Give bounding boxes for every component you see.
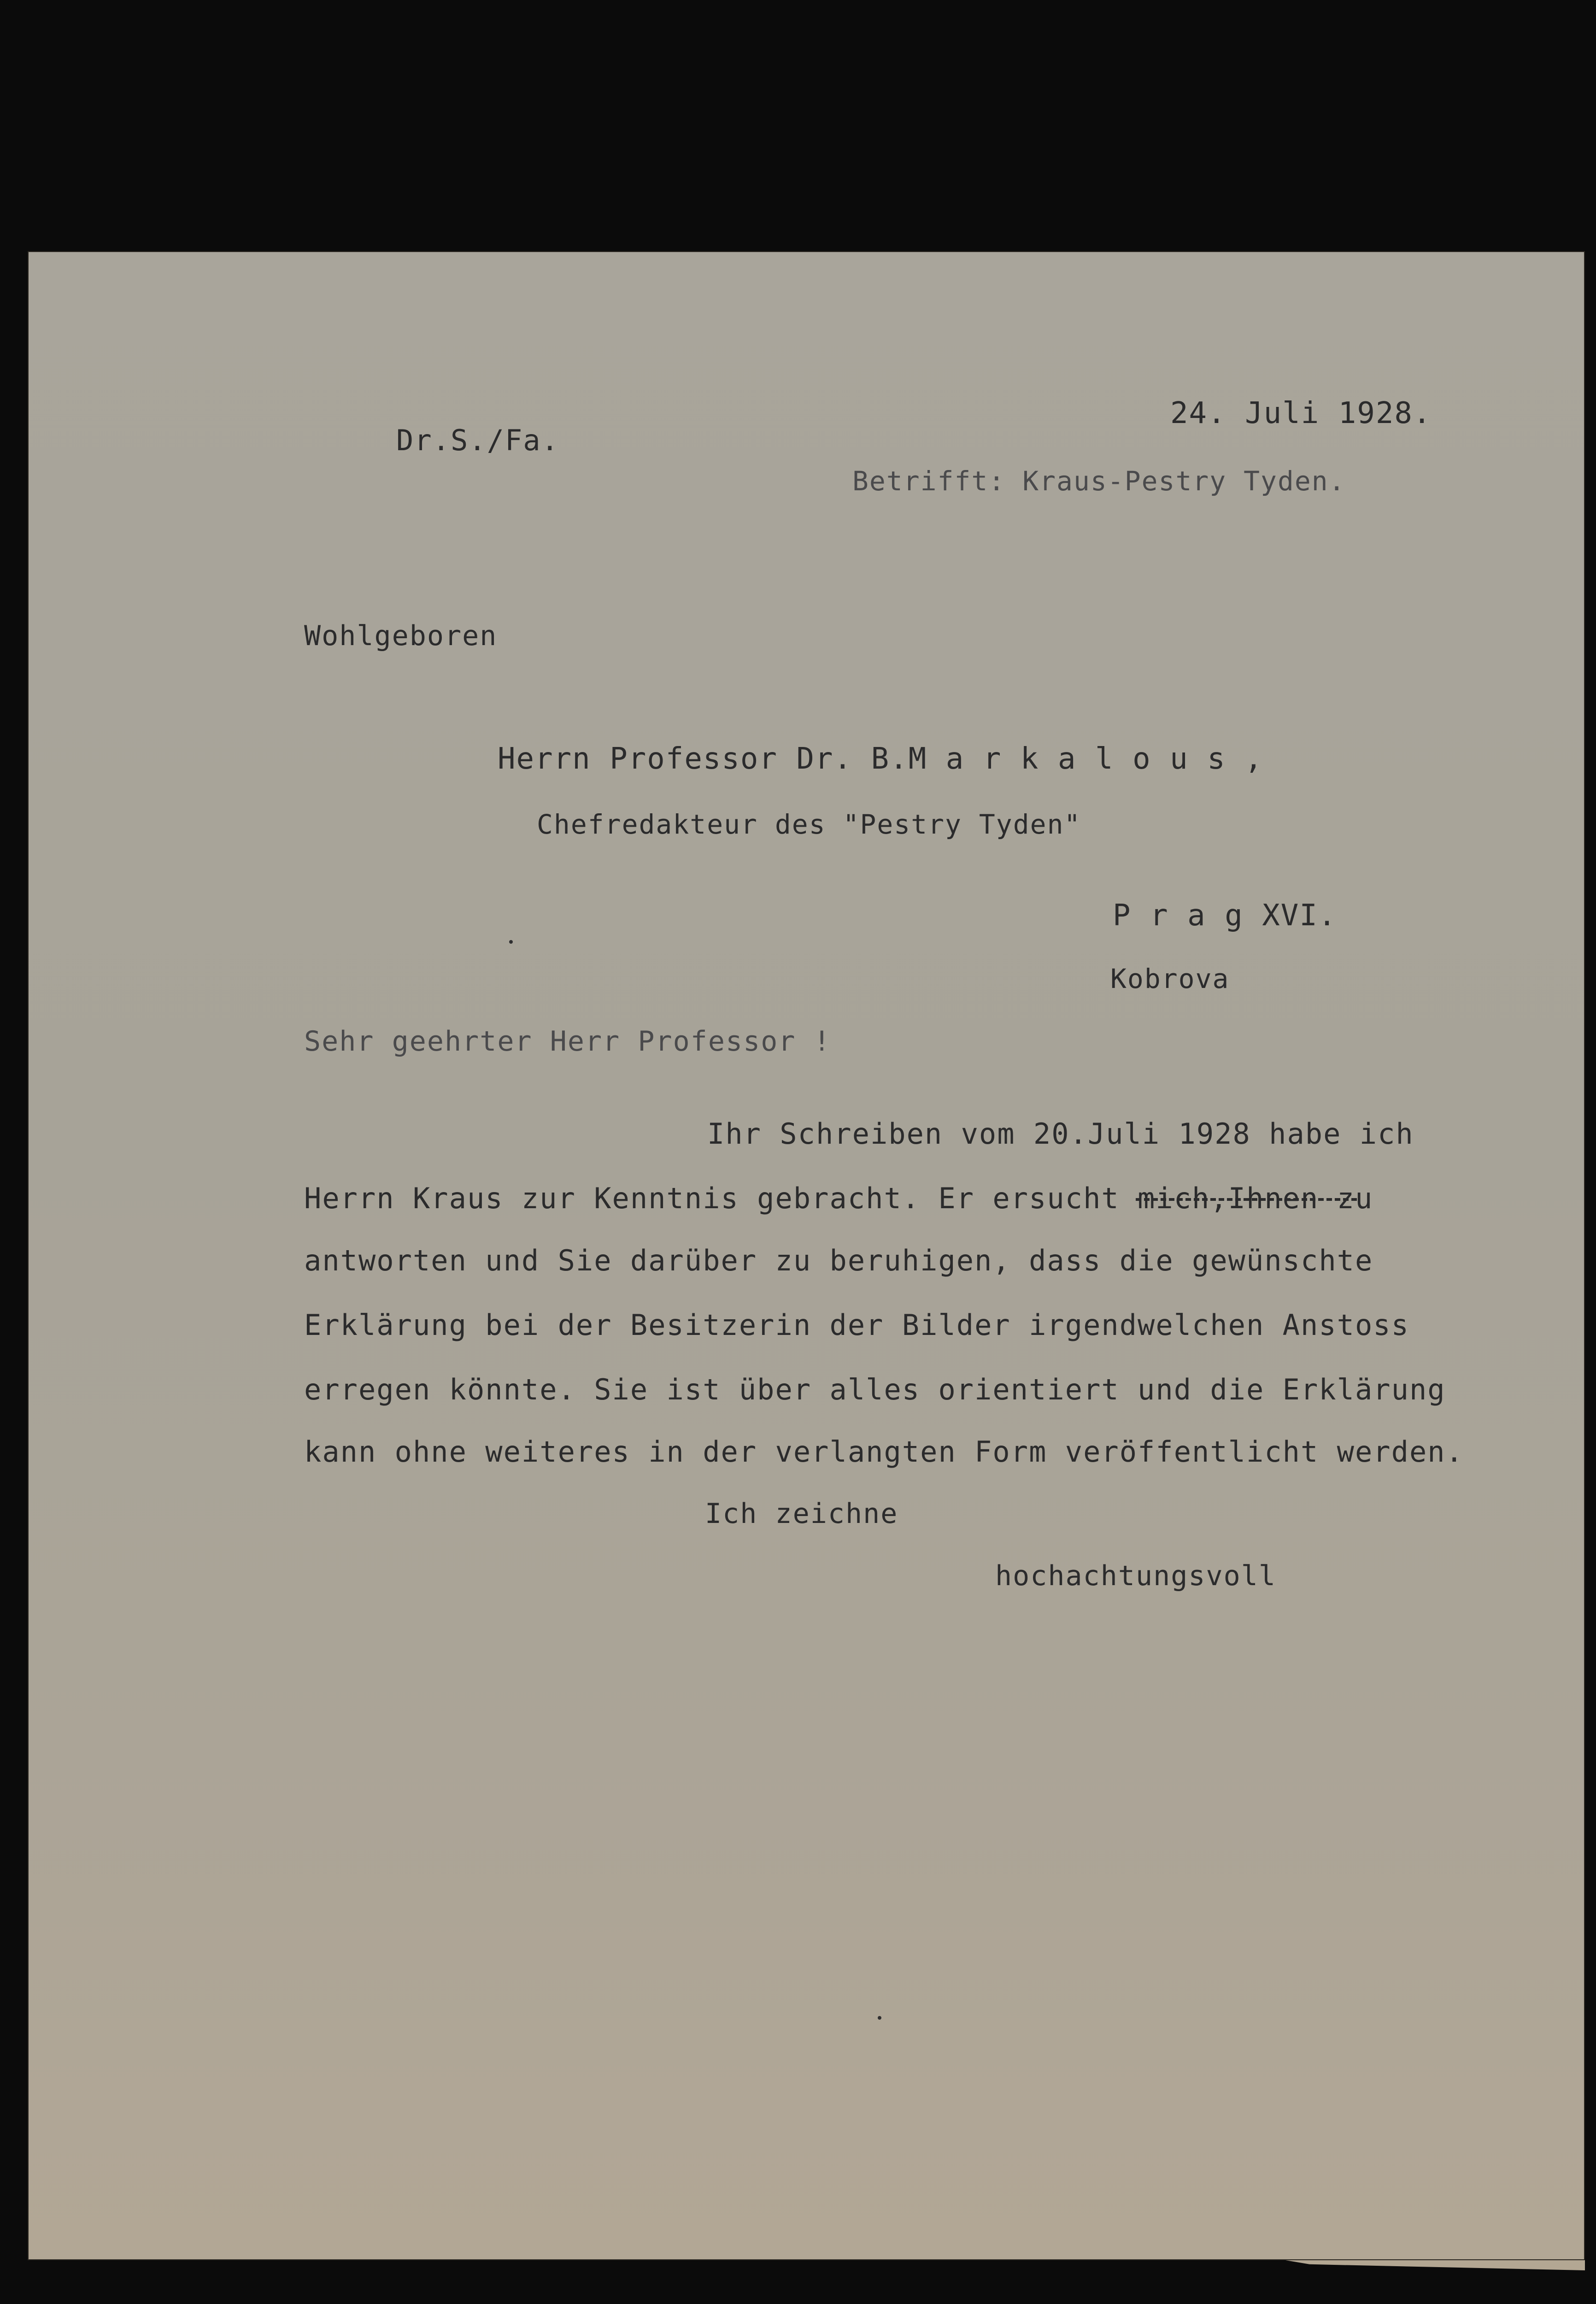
letter-sheet bbox=[28, 251, 1585, 2260]
body-line: Erklärung bei der Besitzerin der Bilder irgendwelchen Anstoss bbox=[304, 1308, 1409, 1342]
body-line: kann ohne weiteres in der verlangten Form veröffentlicht werden. bbox=[304, 1435, 1464, 1469]
body-line: Herrn Kraus zur Kenntnis gebracht. Er ersucht mich,Ihnen zu bbox=[304, 1181, 1373, 1215]
subject-line: Betrifft: Kraus-Pestry Tyden. bbox=[852, 465, 1346, 497]
recipient-title: Chefredakteur des "Pestry Tyden" bbox=[537, 809, 1081, 840]
recipient-street: Kobrova bbox=[1110, 963, 1230, 994]
closing-line: Ich zeichne bbox=[705, 1498, 898, 1530]
paper-speck bbox=[878, 2016, 881, 2020]
salutation-line: Wohlgeboren bbox=[304, 620, 498, 652]
recipient-name: Herrn Professor Dr. B.M a r k a l o u s , bbox=[498, 742, 1263, 776]
recipient-city: P r a g XVI. bbox=[1113, 899, 1337, 933]
body-line: erregen könnte. Sie ist über alles orientiert und die Erklärung bbox=[304, 1373, 1446, 1406]
greeting: Sehr geehrter Herr Professor ! bbox=[304, 1025, 831, 1058]
body-line: Ihr Schreiben vom 20.Juli 1928 habe ich bbox=[707, 1117, 1414, 1151]
paper-speck bbox=[509, 940, 513, 944]
body-line: antworten und Sie darüber zu beruhigen, dass die gewünschte bbox=[304, 1244, 1373, 1277]
letter-date: 24. Juli 1928. bbox=[1170, 396, 1432, 430]
reference-code: Dr.S./Fa. bbox=[396, 423, 559, 457]
paper-torn-edge bbox=[1285, 2260, 1585, 2270]
closing-signoff: hochachtungsvoll bbox=[995, 1560, 1276, 1592]
